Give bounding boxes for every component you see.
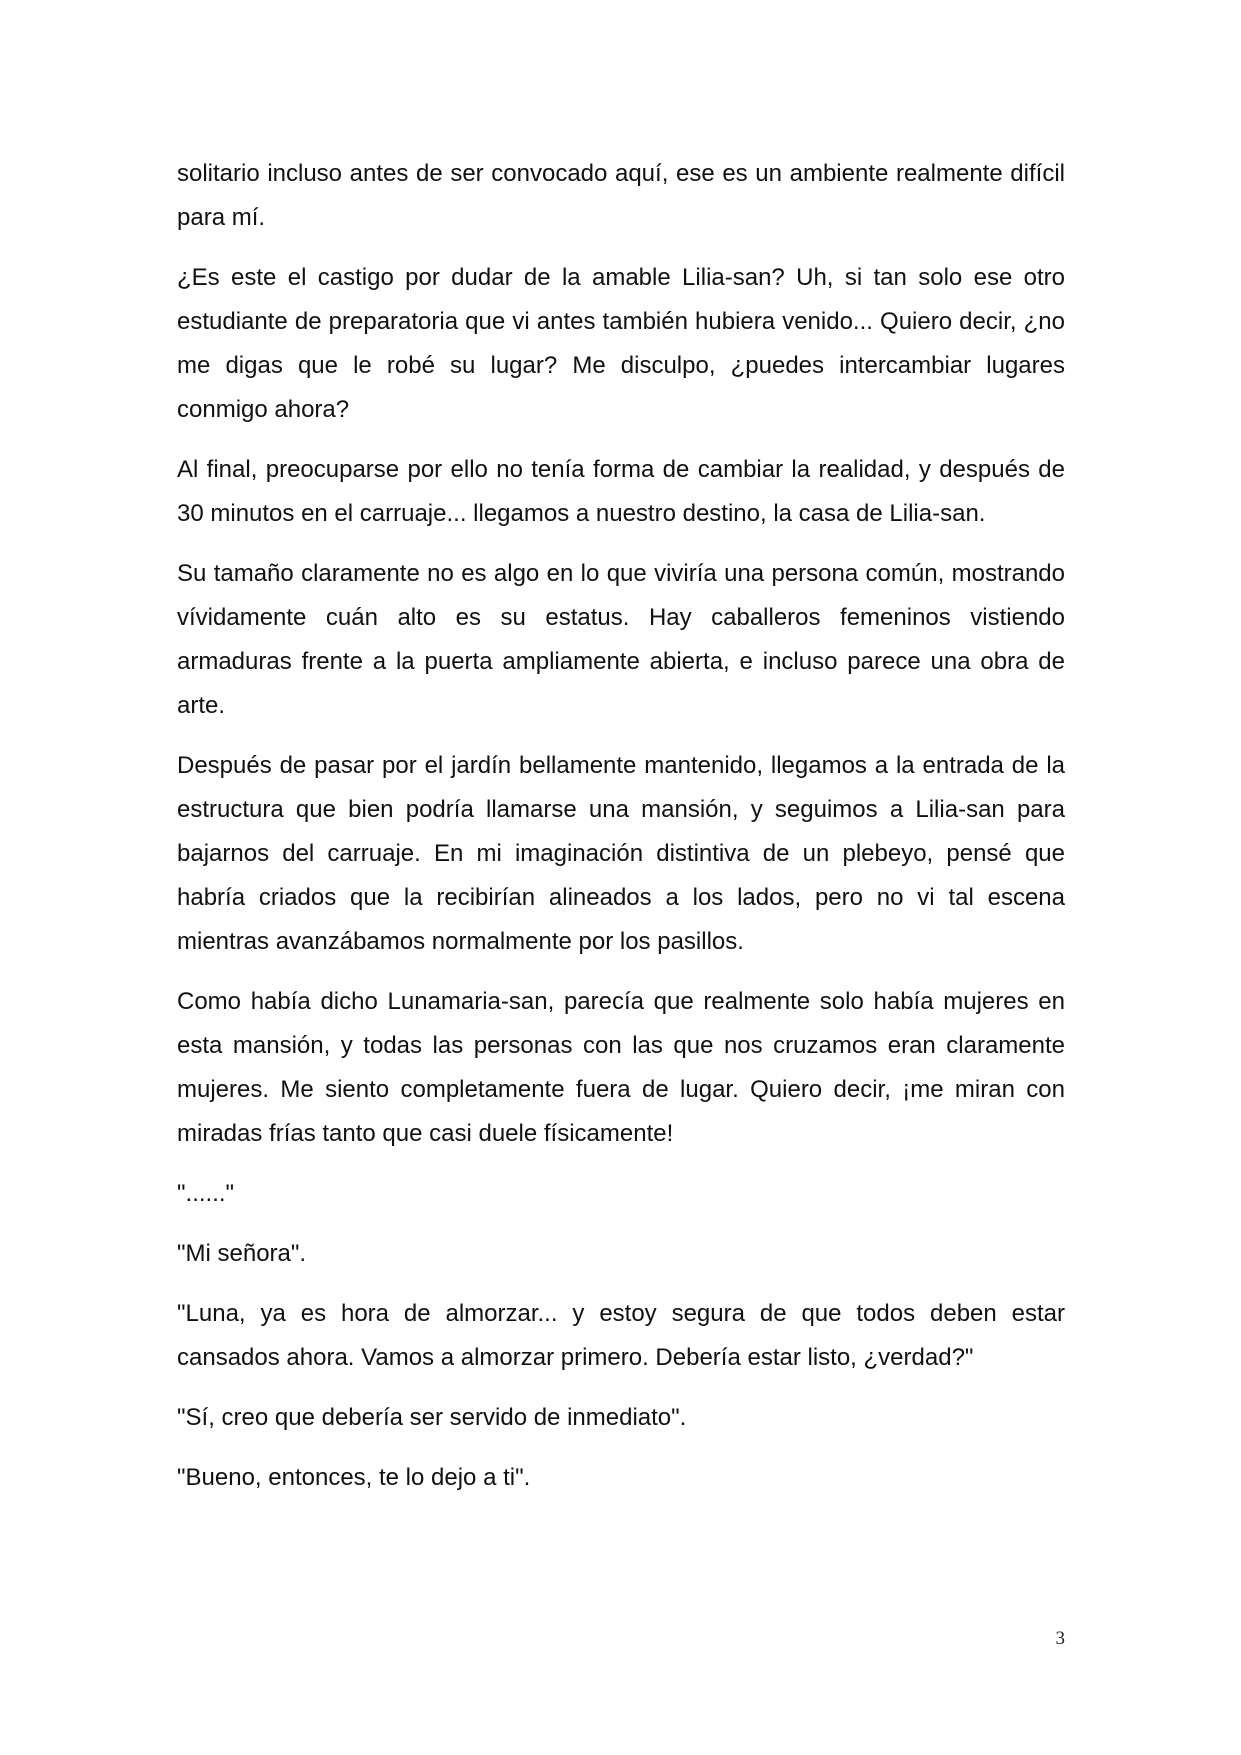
page-number: 3 <box>1055 1628 1065 1649</box>
paragraph-6: Como había dicho Lunamaria-san, parecía que realmente solo había mujeres en esta mansión, y todas las personas con las que nos cruzamos eran claramente mujeres. Me siento completamente fuera de lugar. Quiero decir, ¡me miran con miradas frías tanto que casi duele físicamente! <box>177 988 1065 1147</box>
paragraph-5: Después de pasar por el jardín bellamente mantenido, llegamos a la entrada de la estructura que bien podría llamarse una mansión, y seguimos a Lilia-san para bajarnos del carruaje. En mi imaginación distintiva de un plebeyo, pensé que habría criados que la recibirían alineados a los lados, pero no vi tal escena mientras avanzábamos normalmente por los pasillos. <box>177 752 1065 955</box>
paragraph-3: Al final, preocuparse por ello no tenía forma de cambiar la realidad, y después de 30 minutos en el carruaje... llegamos a nuestro destino, la casa de Lilia-san. <box>177 456 1065 527</box>
paragraph-10: "Sí, creo que debería ser servido de inmediato". <box>177 1404 687 1431</box>
paragraph-2: ¿Es este el castigo por dudar de la amable Lilia-san? Uh, si tan solo ese otro estudiante de preparatoria que vi antes también hubiera venido... Quiero decir, ¿no me digas que le robé su lugar? Me disculpo, ¿puedes intercambiar lugares conmigo ahora? <box>177 264 1065 423</box>
document-body <box>177 152 1065 1516</box>
paragraph-7: "......" <box>177 1180 235 1207</box>
paragraph-9: "Luna, ya es hora de almorzar... y estoy segura de que todos deben estar cansados ahora. Vamos a almorzar primero. Debería estar listo, ¿verdad?" <box>177 1300 1065 1371</box>
paragraph-11: "Bueno, entonces, te lo dejo a ti". <box>177 1464 531 1491</box>
paragraph-8: "Mi señora". <box>177 1240 307 1267</box>
paragraph-4: Su tamaño claramente no es algo en lo que viviría una persona común, mostrando vívidamente cuán alto es su estatus. Hay caballeros femeninos vistiendo armaduras frente a la puerta ampliamente abierta, e incluso parece una obra de arte. <box>177 560 1065 719</box>
paragraph-1: solitario incluso antes de ser convocado aquí, ese es un ambiente realmente difícil para mí. <box>177 160 1065 231</box>
